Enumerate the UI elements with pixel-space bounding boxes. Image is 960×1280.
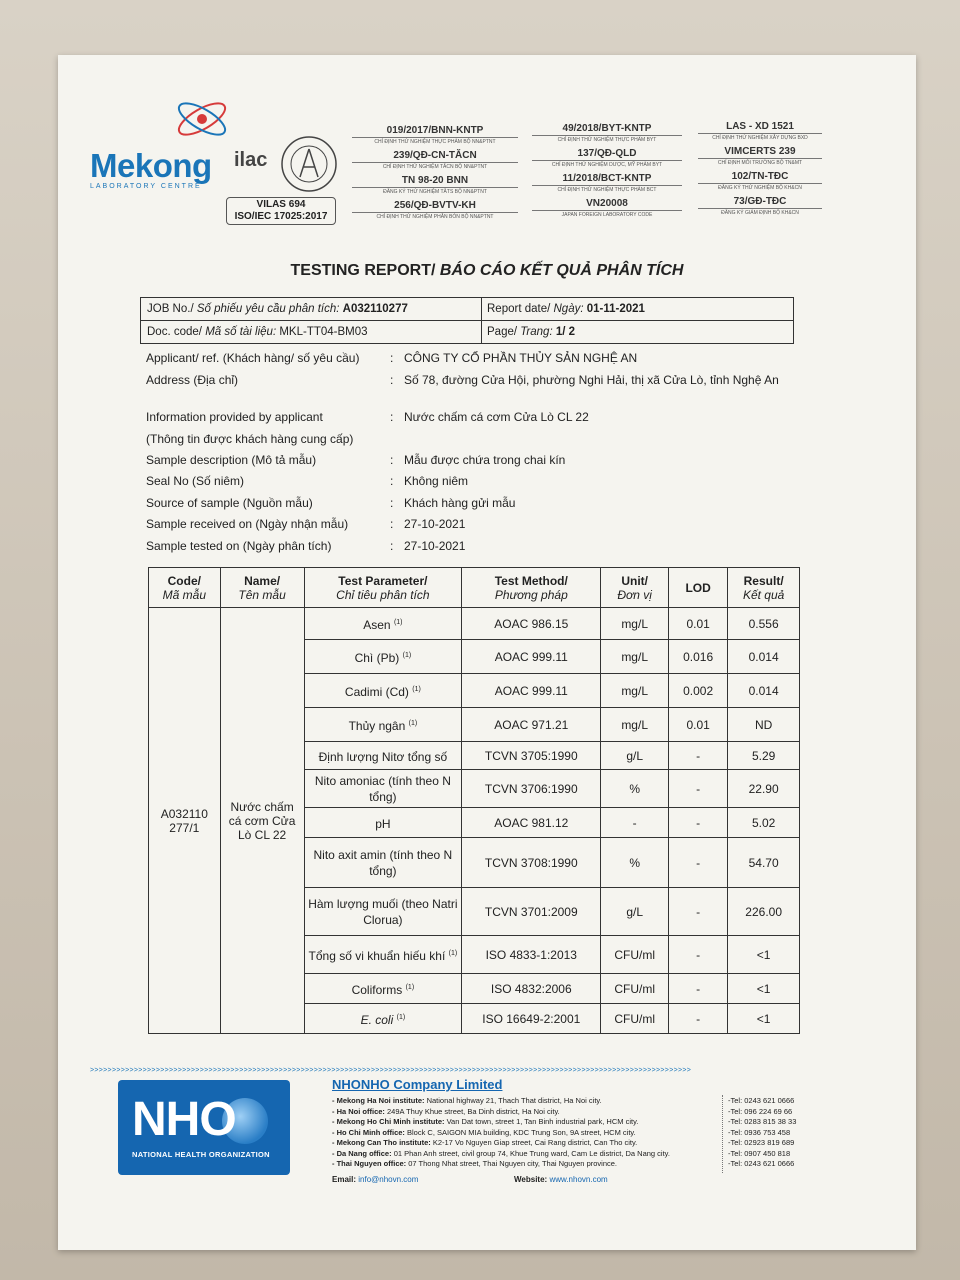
cell-unit: CFU/ml xyxy=(601,974,669,1004)
accreditation-code: 49/2018/BYT-KNTP xyxy=(532,123,682,136)
title-en: TESTING REPORT/ xyxy=(290,262,436,279)
cell-result: 226.00 xyxy=(728,888,800,936)
cell-unit: CFU/ml xyxy=(601,936,669,974)
report-date: Report date/ Ngày: 01-11-2021 xyxy=(487,303,645,315)
cell-result: 22.90 xyxy=(728,770,800,808)
website-contact: Website: www.nhovn.com xyxy=(514,1175,608,1184)
cell-method: ISO 16649-2:2001 xyxy=(462,1004,601,1034)
cell-method: TCVN 3705:1990 xyxy=(462,742,601,770)
iso-standard: ISO/IEC 17025:2017 xyxy=(234,211,328,222)
cell-result: 0.014 xyxy=(728,640,800,674)
cell-method: AOAC 999.11 xyxy=(462,640,601,674)
info-label: Sample description (Mô tả mẫu) xyxy=(146,453,317,467)
nho-logo-subtitle: NATIONAL HEALTH ORGANIZATION xyxy=(132,1150,270,1159)
accreditation-code: 137/QĐ-QLD xyxy=(532,148,682,161)
accreditation-desc: CHỈ ĐỊNH MÔI TRƯỜNG BỘ TN&MT xyxy=(717,160,803,166)
col-header-code: Code/ Mã mẫu xyxy=(149,568,221,608)
cell-lod: 0.01 xyxy=(668,708,727,742)
cell-result: 5.29 xyxy=(728,742,800,770)
website-link[interactable]: www.nhovn.com xyxy=(549,1175,608,1184)
cell-result: 54.70 xyxy=(728,838,800,888)
accreditation-desc: CHỈ ĐỊNH THỬ NGHIỆM PHÂN BÓN BỘ NN&PTNT xyxy=(376,214,494,220)
info-label: Applicant/ ref. (Khách hàng/ số yêu cầu) xyxy=(146,351,360,365)
branch-item: - Mekong Ho Chi Minh institute: Van Dat town, street 1, Tan Binh industrial park, HCM city. xyxy=(332,1117,639,1126)
accreditation-code: LAS - XD 1521 xyxy=(698,121,822,134)
info-value: CÔNG TY CỔ PHẦN THỦY SẢN NGHỆ AN xyxy=(404,351,638,365)
sample-name: Nước chấm cá cơm Cửa Lò CL 22 xyxy=(220,608,304,1034)
cell-method: TCVN 3701:2009 xyxy=(462,888,601,936)
cell-method: AOAC 986.15 xyxy=(462,608,601,640)
accreditation-code: 239/QĐ-CN-TĂCN xyxy=(352,150,518,163)
info-value: Không niêm xyxy=(404,474,469,488)
cell-parameter: Coliforms $^{(1)}$ xyxy=(304,974,462,1004)
logo-subtitle: LABORATORY CENTRE xyxy=(90,183,202,190)
info-value: Số 78, đường Cửa Hội, phường Nghi Hải, thị xã Cửa Lò, tỉnh Nghệ An xyxy=(404,373,779,387)
accreditation-column-2 xyxy=(532,123,682,223)
table-row xyxy=(149,608,800,640)
phone-item: -Tel: 0936 753 458 xyxy=(728,1127,791,1137)
cell-unit: mg/L xyxy=(601,640,669,674)
col-header-method: Test Method/ Phương pháp xyxy=(462,568,601,608)
cell-parameter: Thủy ngân $^{(1)}$ xyxy=(304,708,462,742)
col-header-lod: LOD xyxy=(668,568,727,608)
cell-unit: mg/L xyxy=(601,608,669,640)
cell-lod: - xyxy=(668,936,727,974)
info-label: Seal No (Số niêm) xyxy=(146,474,245,488)
accreditation-code: TN 98-20 BNN xyxy=(352,175,518,188)
accreditation-desc: CHỈ ĐỊNH THỬ NGHIỆM THỰC PHẨM BCT xyxy=(557,187,657,193)
accreditation-column-3 xyxy=(698,121,822,221)
phone-item: -Tel: 0243 621 0666 xyxy=(728,1096,795,1105)
col-header-parameter: Test Parameter/ Chỉ tiêu phân tích xyxy=(304,568,462,608)
info-label: (Thông tin được khách hàng cung cấp) xyxy=(146,432,354,446)
accreditation-column-1 xyxy=(352,125,518,225)
vilas-number: VILAS 694 xyxy=(256,199,306,210)
cell-method: AOAC 971.21 xyxy=(462,708,601,742)
cell-unit: % xyxy=(601,838,669,888)
cell-lod: 0.002 xyxy=(668,674,727,708)
info-label: Sample received on (Ngày nhận mẫu) xyxy=(146,517,349,531)
page-number: Page/ Trang: 1/ 2 xyxy=(487,326,576,338)
cell-parameter: pH xyxy=(304,808,462,838)
cell-lod: - xyxy=(668,888,727,936)
cell-result: <1 xyxy=(728,1004,800,1034)
col-header-result: Result/ Kết quả xyxy=(728,568,800,608)
info-value: Nước chấm cá cơm Cửa Lò CL 22 xyxy=(404,410,589,424)
accreditation-desc: CHỈ ĐỊNH THỬ NGHIỆM XÂY DỰNG BXD xyxy=(712,135,808,141)
accreditation-code: VIMCERTS 239 xyxy=(698,146,822,159)
info-label: Information provided by applicant xyxy=(146,410,323,424)
accreditation-desc: CHỈ ĐỊNH THỬ NGHIỆM TĂCN BỘ NN&PTNT xyxy=(382,164,488,170)
cell-parameter: Cadimi (Cd) $^{(1)}$ xyxy=(304,674,462,708)
cell-lod: - xyxy=(668,808,727,838)
col-header-unit: Unit/ Đơn vị xyxy=(601,568,669,608)
cell-parameter: Nito amoniac (tính theo N tổng) xyxy=(304,770,462,808)
branch-item: - Ho Chi Minh office: Block C, SAIGON MIA building, KDC Trung Son, 9A street, HCM city. xyxy=(332,1127,636,1137)
cell-result: 0.556 xyxy=(728,608,800,640)
cell-unit: g/L xyxy=(601,742,669,770)
cell-unit: mg/L xyxy=(601,708,669,742)
cell-parameter: Nito axit amin (tính theo N tổng) xyxy=(304,838,462,888)
results-table xyxy=(148,567,800,1034)
cell-result: <1 xyxy=(728,974,800,1004)
accreditation-desc: ĐĂNG KÝ THỬ NGHIỆM TĂTS BỘ NN&PTNT xyxy=(383,189,487,195)
cell-method: TCVN 3706:1990 xyxy=(462,770,601,808)
branch-item: - Thai Nguyen office: 07 Thong Nhat street, Thai Nguyen city, Thai Nguyen province. xyxy=(332,1159,617,1168)
nho-logo xyxy=(118,1080,290,1175)
cell-lod: - xyxy=(668,974,727,1004)
accreditation-code: 019/2017/BNN-KNTP xyxy=(352,125,518,138)
branch-item: - Mekong Ha Noi institute: National highway 21, Thach That district, Ha Noi city. xyxy=(332,1096,602,1105)
footer-separator: >>>>>>>>>>>>>>>>>>>>>>>>>>>>>>>>>>>>>>>>>>>>>>>>>>>>>>>>>>>>>>>>>>>>>>>>>>>>>>>>>>>>>>>>>>>>>>>>>>>>>>>>>>>>>>>>>>>>>>>>>>>>>>>>>>>>>>>>> xyxy=(90,1067,692,1074)
cell-lod: 0.01 xyxy=(668,608,727,640)
info-value: Mẫu được chứa trong chai kín xyxy=(404,453,566,467)
company-name: NHONHO Company Limited xyxy=(332,1077,503,1092)
accreditation-desc: CHỈ ĐỊNH THỬ NGHIỆM THỰC PHẨM BỘ NN&PTNT xyxy=(374,139,496,145)
cell-unit: - xyxy=(601,808,669,838)
cell-unit: % xyxy=(601,770,669,808)
cell-method: TCVN 3708:1990 xyxy=(462,838,601,888)
accreditation-emblem-icon xyxy=(280,135,338,193)
cell-lod: - xyxy=(668,742,727,770)
cell-result: ND xyxy=(728,708,800,742)
accreditation-code: 102/TN-TĐC xyxy=(698,171,822,184)
cell-lod: - xyxy=(668,770,727,808)
col-header-name: Name/ Tên mẫu xyxy=(220,568,304,608)
cell-method: ISO 4832:2006 xyxy=(462,974,601,1004)
job-info-box xyxy=(140,297,794,344)
report-page: Mekong LABORATORY CENTRE ilac VILAS 694 ISO/IEC 17025:2017 019/2017/BNN-KNTP CHỈ ĐỊNH THỬ NGHIỆM THỰC PHẨM BỘ NN&PTNT 239/QĐ-CN-TĂCN CHỈ ĐỊNH THỬ NGHIỆM TĂCN BỘ NN&PTNT TN 98-20 BNN ĐĂNG KÝ THỬ NGHIỆM TĂTS BỘ NN&PTNT 256/QĐ-BVTV-KH CHỈ ĐỊNH THỬ NGHIỆM PHÂN BÓN BỘ NN&PTNT 49/2018/BYT-KNTP CHỈ ĐỊNH THỬ NGHIỆM THỰC PHẨM BYT 137/QĐ-QLD CHỈ ĐỊNH THỬ NGHIỆM DƯỢC, MỸ PHẨM BYT 11/2018/BCT-KNTP CHỈ ĐỊNH THỬ NGHIỆM THỰC PHẨM BCT VN20008 JAPAN FOREIGN LABORATORY CODE LAS - XD 1521 CHỈ ĐỊNH THỬ NGHIỆM XÂY DỰNG BXD VIMCERTS 239 CHỈ ĐỊNH MÔI TRƯỜNG BỘ TN&MT 102/TN-TĐC ĐĂNG KÝ THỬ NGHIỆM BỘ KH&CN 73/GĐ-TĐC ĐĂNG KÝ GIÁM ĐỊNH BỘ KH&CN TESTING REPORT/ BÁO CÁO KẾT QUẢ PHÂN TÍCH JOB No./ Số phiếu yêu cầu phân tích: A032110277 Report date/ Ngày: 01-11-2021 Doc. code/ Mã số tài liệu: MKL-TT04-BM03 Page/ Trang: 1/ 2 Applicant/ ref. (Khách hàng/ số yêu cầu) : CÔNG TY CỔ PHẦN THỦY SẢN NGHỆ AN Address (Địa chỉ) : Số 78, đường Cửa Hội, phường Nghi Hải, thị xã Cửa Lò, tỉnh Nghệ An Information provided by applicant : Nước chấm cá cơm Cửa Lò CL 22 (Thông tin được khách hàng cung cấp) Sample description (Mô tả mẫu) : Mẫu được chứa trong chai kín Seal No (Số niêm) : Không niêm Source of sample (Nguồn mẫu) : Khách hàng gửi mẫu Sample received on (Ngày nhận mẫu) : 27-10-2021 Sample tested on (Ngày phân tích) : 27-10-2021 Code/ Mã mẫu Name/ Tên mẫu Test Parameter/ Chỉ tiêu phân tích Test Method/ Phương pháp Unit/ Đơn vị LOD Result/ Kết quả A032110 277/1 Nước chấm cá cơm Cửa Lò CL 22 Asen $^{(1)}$ AOAC 986.15 mg/L 0.01 0.556 Chì (Pb) $^{(1)}$ AOAC 999.11 mg/L 0.016 0.014 Cadimi (Cd) $^{(1)}$ AOAC 999.11 mg/L 0.002 0.014 Thủy ngân $^{(1)}$ AOAC 971.21 mg/L 0.01 ND Định lượng Nitơ tổng số TCVN 3705:1990 g/L - 5.29 Nito amoniac (tính theo N tổng) TCVN 3706:1990 % - 22.90 pH AOAC 981.12 - - 5.02 Nito axit amin (tính theo N tổng) TCVN 3708:1990 % - 54.70 Hàm lượng muối (theo Natri Clorua) TCVN 3701:2009 g/L - 226.00 Tổng số vi khuẩn hiếu khí $^{(1)}$ ISO 4833-1:2013 CFU/ml - <1 Coliforms $^{(1)}$ ISO 4832:2006 CFU/ml - <1 E. coli $^{(1)}$ ISO 16649-2:2001 CFU/ml - <1 >>>>>>>>>>>>>>>>>>>>>>>>>>>>>>>>>>>>>>>>>>>>>>>>>>>>>>>>>>>>>>>>>>>>>>>>>>>>>>>>>>>>>>>>>>>>>>>>>>>>>>>>>>>>>>>>>>>>>>>>>>>>>>>>>>>>>>>>> NHO NATIONAL HEALTH ORGANIZATION NHONHO Company Limited - Mekong Ha Noi institute: National highway 21, Thach That district, Ha Noi city. - Ha Noi office: 249A Thuy Khue street, Ba Dinh district, Ha Noi city. - Mekong Ho Chi Minh institute: Van Dat town, street 1, Tan Binh industrial park, HCM city. - Ho Chi Minh office: Block C, SAIGON MIA building, KDC Trung Son, 9A street, HCM city. - Mekong Can Tho institute: K2-17 Vo Nguyen Giap street, Cai Rang district, Can Tho city. - Da Nang office: 01 Phan Anh street, civil group 74, Khue Trung ward, Cam Le district, Da Nang city. - Thai Nguyen office: 07 Thong Nhat street, Thai Nguyen city, Thai Nguyen province. -Tel: 0243 621 0666 -Tel: 096 224 69 66 -Tel: 0283 815 38 33 -Tel: 0936 753 458 -Tel: 02923 819 689 -Tel: 0907 450 818 -Tel: 0243 621 0666 Email: info@nhovn.com Website: www.nhovn.com xyxy=(58,55,916,1250)
cell-parameter: Asen $^{(1)}$ xyxy=(304,608,462,640)
accreditation-desc: ĐĂNG KÝ THỬ NGHIỆM BỘ KH&CN xyxy=(718,185,802,191)
logo-word: Mekong xyxy=(90,147,212,184)
accreditation-desc: ĐĂNG KÝ GIÁM ĐỊNH BỘ KH&CN xyxy=(721,210,799,216)
branch-item: - Da Nang office: 01 Phan Anh street, civil group 74, Khue Trung ward, Cam Le district, Da Nang city. xyxy=(332,1148,670,1158)
cell-method: AOAC 981.12 xyxy=(462,808,601,838)
accreditation-code: 11/2018/BCT-KNTP xyxy=(532,173,682,186)
title-vi: BÁO CÁO KẾT QUẢ PHÂN TÍCH xyxy=(439,262,684,279)
ilac-mark: ilac xyxy=(234,149,268,171)
nho-logo-text: NHO xyxy=(132,1093,236,1146)
info-value: Khách hàng gửi mẫu xyxy=(404,496,516,510)
email-contact: Email: info@nhovn.com xyxy=(332,1175,419,1184)
info-value: 27-10-2021 xyxy=(404,539,466,553)
cell-unit: g/L xyxy=(601,888,669,936)
cell-lod: - xyxy=(668,1004,727,1034)
accreditation-code: VN20008 xyxy=(532,198,682,211)
phone-item: -Tel: 0907 450 818 xyxy=(728,1148,791,1158)
cell-parameter: Tổng số vi khuẩn hiếu khí $^{(1)}$ xyxy=(304,936,462,974)
doc-code: Doc. code/ Mã số tài liệu: MKL-TT04-BM03 xyxy=(147,326,368,338)
phone-item: -Tel: 02923 819 689 xyxy=(728,1138,795,1147)
phone-item: -Tel: 0283 815 38 33 xyxy=(728,1117,797,1126)
report-title xyxy=(58,262,916,280)
cell-method: ISO 4833-1:2013 xyxy=(462,936,601,974)
cell-result: 0.014 xyxy=(728,674,800,708)
sample-code: A032110 277/1 xyxy=(149,608,221,1034)
vilas-badge xyxy=(226,197,336,225)
cell-parameter: Hàm lượng muối (theo Natri Clorua) xyxy=(304,888,462,936)
phone-item: -Tel: 096 224 69 66 xyxy=(728,1106,793,1116)
cell-lod: - xyxy=(668,838,727,888)
phone-item: -Tel: 0243 621 0666 xyxy=(728,1159,795,1168)
table-body xyxy=(149,608,800,1034)
email-link[interactable]: info@nhovn.com xyxy=(358,1175,419,1184)
cell-unit: mg/L xyxy=(601,674,669,708)
table-header-row xyxy=(149,568,800,608)
cell-method: AOAC 999.11 xyxy=(462,674,601,708)
accreditation-code: 256/QĐ-BVTV-KH xyxy=(352,200,518,213)
info-label: Address (Địa chỉ) xyxy=(146,373,239,387)
cell-unit: CFU/ml xyxy=(601,1004,669,1034)
cell-parameter: Định lượng Nitơ tổng số xyxy=(304,742,462,770)
mekong-logo xyxy=(90,147,212,190)
info-label: Source of sample (Nguồn mẫu) xyxy=(146,496,313,510)
cell-result: <1 xyxy=(728,936,800,974)
atom-icon xyxy=(172,87,232,147)
cell-result: 5.02 xyxy=(728,808,800,838)
accreditation-desc: CHỈ ĐỊNH THỬ NGHIỆM THỰC PHẨM BYT xyxy=(557,137,657,143)
accreditation-desc: CHỈ ĐỊNH THỬ NGHIỆM DƯỢC, MỸ PHẨM BYT xyxy=(551,162,663,168)
accreditation-desc: JAPAN FOREIGN LABORATORY CODE xyxy=(561,212,653,218)
cell-lod: 0.016 xyxy=(668,640,727,674)
branch-item: - Mekong Can Tho institute: K2-17 Vo Nguyen Giap street, Cai Rang district, Can Tho city. xyxy=(332,1138,638,1147)
info-value: 27-10-2021 xyxy=(404,517,466,531)
cell-parameter: E. coli $^{(1)}$ xyxy=(304,1004,462,1034)
cell-parameter: Chì (Pb) $^{(1)}$ xyxy=(304,640,462,674)
branch-item: - Ha Noi office: 249A Thuy Khue street, Ba Dinh district, Ha Noi city. xyxy=(332,1106,560,1116)
accreditation-code: 73/GĐ-TĐC xyxy=(698,196,822,209)
job-number: JOB No./ Số phiếu yêu cầu phân tích: A032110277 xyxy=(147,303,408,315)
info-label: Sample tested on (Ngày phân tích) xyxy=(146,539,332,553)
